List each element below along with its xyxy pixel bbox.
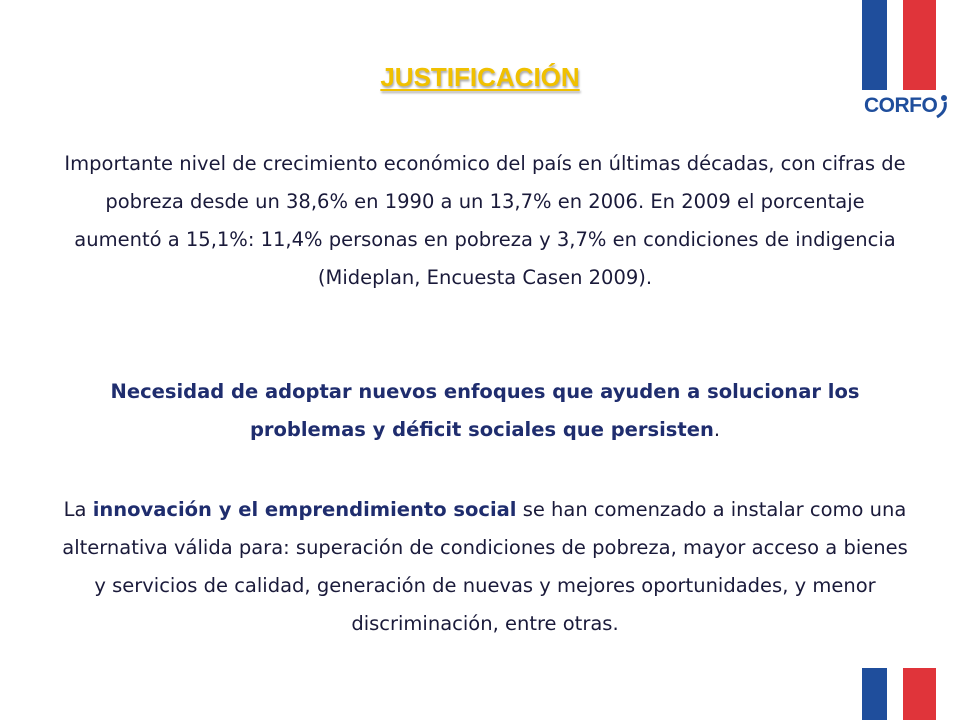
paragraph-need-bold-text: Necesidad de adoptar nuevos enfoques que ayuden a solucionar los problemas y déficit sociales que persisten xyxy=(110,380,860,441)
flag-white-stripe xyxy=(887,668,903,720)
paragraph-need-period: . xyxy=(713,418,721,441)
chile-flag-bottom-decoration xyxy=(862,668,936,720)
corfo-logo xyxy=(864,93,949,119)
corfo-logo-figure-icon xyxy=(935,93,949,119)
paragraph-innovation-prefix: La xyxy=(63,498,93,521)
flag-red-stripe xyxy=(903,668,936,720)
slide-title-text: JUSTIFICACIÓN xyxy=(380,62,580,92)
paragraph-innovation-highlight: innovación y el emprendimiento social xyxy=(92,498,517,521)
paragraph-social-innovation xyxy=(60,491,910,643)
paragraph-need-new-approaches xyxy=(60,373,910,449)
paragraph-poverty-statistics: Importante nivel de crecimiento económico del país en últimas décadas, con cifras de pobreza desde un 38,6% en 1990 a un 13,7% en 2006. En 2009 el porcentaje aumentó a 15,1%: 11,4% personas en pobreza y 3,7% en condiciones de indigencia (Mideplan, Encuesta Casen 2009). xyxy=(64,152,906,289)
paragraph-innovation-rest: se han comenzado a instalar como una alternativa válida para: superación de condiciones de pobreza, mayor acceso a bienes y servicios de calidad, generación de nuevas y mejores oportunidades, y menor discriminación, entre otras. xyxy=(62,498,908,635)
corfo-logo-text: CORFO xyxy=(864,94,938,117)
slide-title xyxy=(0,62,960,93)
flag-blue-stripe xyxy=(862,668,887,720)
